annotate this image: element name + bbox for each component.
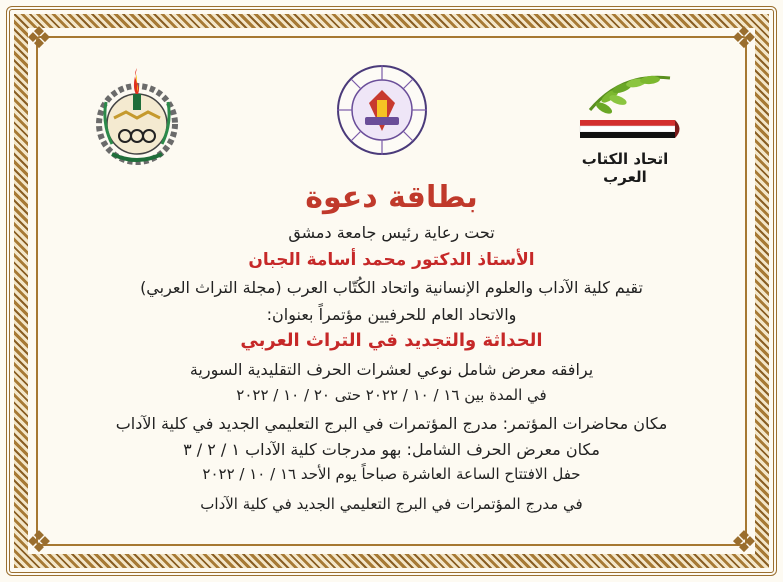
corner-ornament-icon: ❖ xyxy=(25,21,53,56)
president-name: الأستاذ الدكتور محمد أسامة الجبان xyxy=(248,250,535,270)
artisans-union-logo xyxy=(92,62,182,172)
corner-ornament-icon: ❖ xyxy=(25,525,53,560)
writers-union-caption: اتحاد الكتاب العرب xyxy=(581,150,669,186)
damascus-university-logo xyxy=(325,55,440,175)
patronage-line: تحت رعاية رئيس جامعة دمشق xyxy=(288,223,495,242)
corner-ornament-icon: ❖ xyxy=(730,21,758,56)
lectures-venue-line: مكان محاضرات المؤتمر: مدرج المؤتمرات في البرج التعليمي الجديد في كلية الآداب xyxy=(115,414,668,433)
arab-writers-union-logo xyxy=(560,70,690,186)
corner-ornament-icon: ❖ xyxy=(730,525,758,560)
exhibition-venue-line: مكان معرض الحرف الشامل: بهو مدرجات كلية الآداب ١ / ٢ / ٣ xyxy=(183,440,600,459)
exhibition-line: يرافقه معرض شامل نوعي لعشرات الحرف التقليدية السورية xyxy=(189,360,594,379)
organizers-line: تقيم كلية الآداب والعلوم الإنسانية واتحاد الكُتّاب العرب (مجلة التراث العربي) xyxy=(140,278,643,297)
invitation-title: بطاقة دعوة xyxy=(305,180,478,215)
organizers-line-2: والاتحاد العام للحرفيين مؤتمراً بعنوان: xyxy=(266,305,517,324)
conference-title: الحداثة والتجديد في التراث العربي xyxy=(240,330,543,351)
opening-venue-line: في مدرج المؤتمرات في البرج التعليمي الجديد في كلية الآداب xyxy=(200,495,583,513)
opening-line: حفل الافتتاح الساعة العاشرة صباحاً يوم الأحد ١٦ / ١٠ / ٢٠٢٢ xyxy=(202,465,581,483)
period-line: في المدة بين ١٦ / ١٠ / ٢٠٢٢ حتى ٢٠ / ١٠ / ٢٠٢٢ xyxy=(236,386,547,404)
